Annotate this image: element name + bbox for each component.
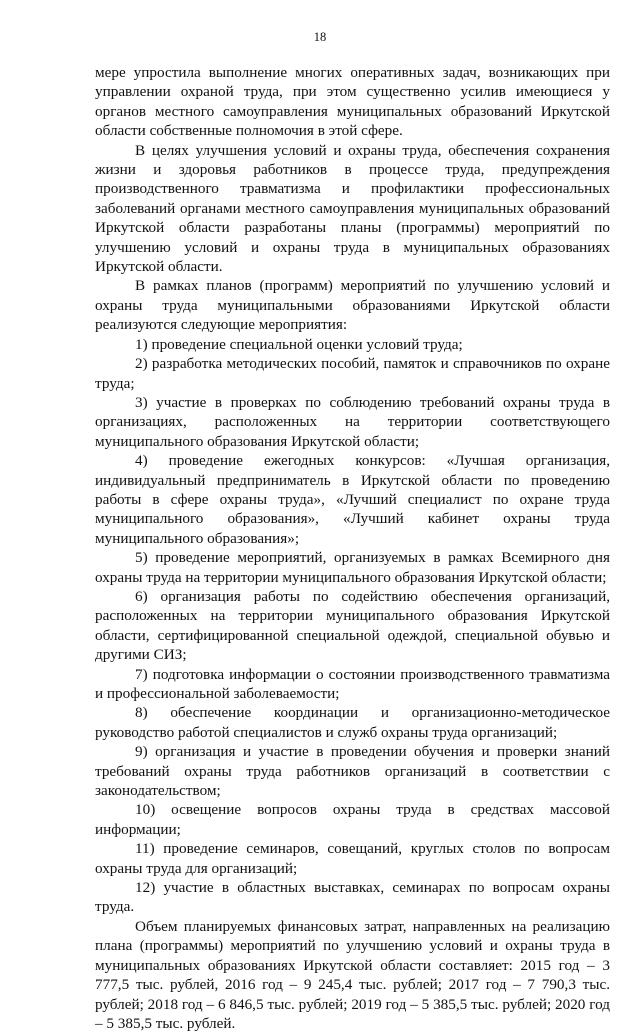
page-number: 18 bbox=[313, 30, 327, 44]
list-item: 5) проведение мероприятий, организуемых в рамках Всемирного дня охраны труда на территории муниципального образования Иркутской области; bbox=[95, 549, 610, 586]
list-item: 3) участие в проверках по соблюдению требований охраны труда в организациях, расположенных на территории соответствующего муниципального образования Иркутской области; bbox=[95, 393, 610, 450]
list-item: 10) освещение вопросов охраны труда в средствах массовой информации; bbox=[95, 801, 610, 838]
document-body bbox=[95, 63, 610, 1033]
list-item: 11) проведение семинаров, совещаний, круглых столов по вопросам охраны труда для организаций; bbox=[95, 840, 610, 877]
list-item: 12) участие в областных выставках, семинарах по вопросам охраны труда. bbox=[95, 879, 610, 916]
list-item: 1) проведение специальной оценки условий труда; bbox=[135, 335, 463, 353]
list-item: 7) подготовка информации о состоянии производственного травматизма и профессиональной заболеваемости; bbox=[95, 665, 610, 702]
list-item: 6) организация работы по содействию обеспечения организаций, расположенных на территории муниципального образования Иркутской области, сертифицированной специальной одеждой, специальной обувью и другими СИЗ; bbox=[95, 587, 610, 664]
paragraph: В рамках планов (программ) мероприятий по улучшению условий и охраны труда муниципальными образованиями Иркутской области реализуются следующие мероприятия: bbox=[95, 277, 610, 334]
paragraph: Объем планируемых финансовых затрат, направленных на реализацию плана (программы) мероприятий по улучшению условий и охраны труда в муниципальных образованиях Иркутской области составляет: 2015 год – 3 777,5 тыс. рублей, 2016 год – 9 245,4 тыс. рублей; 2017 год – 7 790,3 тыс. рублей; 2018 год – 6 846,5 тыс. рублей; 2019 год – 5 385,5 тыс. рублей; 2020 год – 5 385,5 тыс. рублей. bbox=[95, 917, 610, 1032]
paragraph: мере упростила выполнение многих оперативных задач, возникающих при управлении охраной труда, при этом существенно усилив имеющиеся у органов местного самоуправления муниципальных образований Иркутской области собственные полномочия в этой сфере. bbox=[95, 64, 610, 140]
list-item: 4) проведение ежегодных конкурсов: «Лучшая организация, индивидуальный предприниматель в Иркутской области по проведению работы в сфере охраны труда», «Лучший специалист по охране труда муниципального образования», «Лучший кабинет охраны труда муниципального образования»; bbox=[95, 452, 610, 547]
paragraph: В целях улучшения условий и охраны труда, обеспечения сохранения жизни и здоровья работников в процессе труда, предупреждения производственного травматизма и профилактики профессиональных заболеваний органами местного самоуправления муниципальных образований Иркутской области разработаны планы (программы) мероприятий по улучшению условий и охраны труда в муниципальных образованиях Иркутской области. bbox=[95, 141, 610, 276]
list-item: 2) разработка методических пособий, памяток и справочников по охране труда; bbox=[95, 355, 610, 392]
list-item: 9) организация и участие в проведении обучения и проверки знаний требований охраны труда работников организаций в соответствии с законодательством; bbox=[95, 743, 610, 800]
list-item: 8) обеспечение координации и организационно-методическое руководство работой специалистов и служб охраны труда организаций; bbox=[95, 704, 610, 741]
